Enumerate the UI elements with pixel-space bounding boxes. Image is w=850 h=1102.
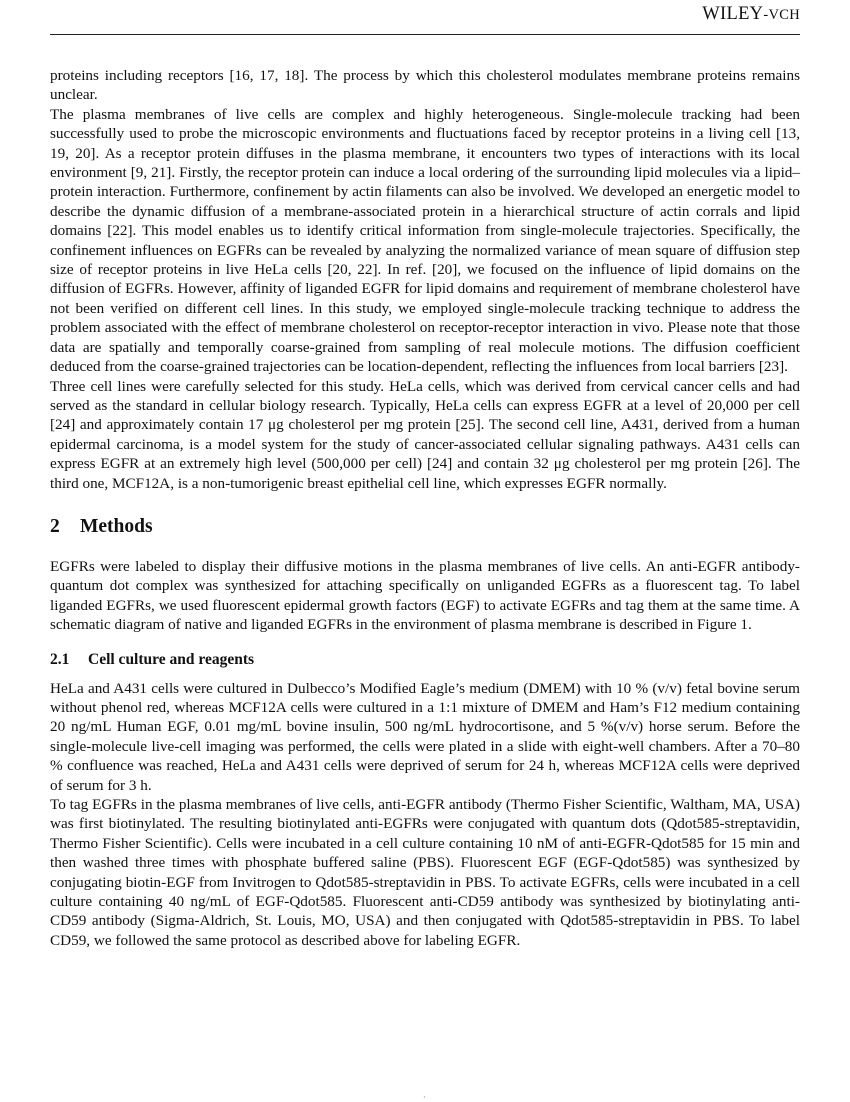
subsection-title: Cell culture and reagents xyxy=(88,650,255,668)
article-body xyxy=(50,66,800,950)
cell-culture-paragraph-2: To tag EGFRs in the plasma membranes of live cells, anti-EGFR antibody (Thermo Fisher Scientific, Waltham, MA, USA) was first biotinylated. The resulting biotinylated anti-EGFRs were conjugated with quantum dots (Qdot585-streptavidin, Thermo Fisher Scientific). Cells were incubated in a cell culture containing 10 nM of anti-EGFR-Qdot585 for 15 min and then washed three times with phosphate buffered saline (PBS). Fluorescent EGF (EGF-Qdot585) was synthesized by conjugating biotin-EGF from Invitrogen to Qdot585-streptavidin in PBS. To activate EGFRs, cells were incubated in a cell culture containing 40 ng/mL of EGF-Qdot585. Fluorescent anti-CD59 antibody was synthesized by biotinylating anti-CD59 antibody (Sigma-Aldrich, St. Louis, MO, USA) and then conjugated with Qdot585-streptavidin in PBS. To label CD59, we followed the same protocol as described above for labeling EGFR. xyxy=(50,796,800,949)
publisher-suffix: -VCH xyxy=(763,7,800,23)
page-header xyxy=(50,0,800,35)
methods-paragraph: EGFRs were labeled to display their diffusive motions in the plasma membranes of live cells. An anti-EGFR antibody-quantum dot complex was synthesized for attaching specifically on unliganded EGFRs as a fluorescent tag. To label liganded EGFRs, we used fluorescent epidermal growth factors (EGF) to activate EGFRs and tag them at the same time. A schematic diagram of native and liganded EGFRs in the environment of plasma membrane is described in Figure 1. xyxy=(50,557,800,634)
page-footer-mark: · xyxy=(423,1093,426,1102)
section-title: Methods xyxy=(80,515,153,537)
publisher-logo xyxy=(702,4,800,25)
section-heading-methods xyxy=(50,515,800,539)
subsection-heading-cell-culture xyxy=(50,650,800,670)
intro-paragraph-1: proteins including receptors [16, 17, 18]. The process by which this cholesterol modulates membrane proteins remains unclear. xyxy=(50,67,800,104)
subsection-number: 2.1 xyxy=(50,650,70,668)
intro-paragraph-3: Three cell lines were carefully selected for this study. HeLa cells, which was derived from cervical cancer cells and had served as the standard in cellular biology research. Typically, HeLa cells can express EGFR at a level of 20,000 per cell [24] and approximately contain 17 μg cholesterol per mg protein [25]. The second cell line, A431, derived from a human epidermal carcinoma, is a model system for the study of cancer-associated cellular signaling pathways. A431 cells can express EGFR at an extremely high level (500,000 per cell) [24] and contain 32 μg cholesterol per mg protein [26]. The third one, MCF12A, is a non-tumorigenic breast epithelial cell line, which expresses EGFR normally. xyxy=(50,377,800,492)
publisher-name: WILEY xyxy=(702,4,764,24)
section-number: 2 xyxy=(50,515,60,537)
intro-paragraph-2: The plasma membranes of live cells are complex and highly heterogeneous. Single-molecule tracking had been successfully used to probe the microscopic environments and fluctuations faced by receptor proteins in a living cell [13, 19, 20]. As a receptor protein diffuses in the plasma membrane, it encounters two types of interactions with its local environment [9, 21]. Firstly, the receptor protein can induce a local ordering of the surrounding lipid molecules via a lipid–protein interaction. Furthermore, confinement by actin filaments can also be involved. We developed an energetic model to describe the dynamic diffusion of a membrane-associated protein in a hierarchical structure of actin corrals and lipid domains [22]. This model enables us to identify critical information from single-molecule trajectories. Specifically, the confinement influences on EGFRs can be revealed by analyzing the normalized variance of mean square of diffusion step size of receptor proteins in live HeLa cells [20, 22]. In ref. [20], we focused on the influence of lipid domains on the diffusion of EGFRs. However, affinity of liganded EGFR for lipid domains and requirement of membrane cholesterol have not been verified on different cell lines. In this study, we employed single-molecule tracking technique to address the problem associated with the effect of membrane cholesterol on receptor-receptor interaction in vivo. Please note that those data are spatially and temporally coarse-grained from sampling of real molecule motions. The diffusion coefficient deduced from the coarse-grained trajectories can be location-dependent, reflecting the influences from local barriers [23]. xyxy=(50,105,800,376)
cell-culture-paragraph-1: HeLa and A431 cells were cultured in Dulbecco’s Modified Eagle’s medium (DMEM) with 10 % (v/v) fetal bovine serum without phenol red, whereas MCF12A cells were cultured in a 1:1 mixture of DMEM and Ham’s F12 medium containing 20 ng/mL Human EGF, 0.01 mg/mL bovine insulin, 500 ng/mL hydrocortisone, and 5 %(v/v) horse serum. Before the single-molecule live-cell imaging was performed, the cells were plated in a slide with eight-well chambers. After a 70–80 % confluence was reached, HeLa and A431 cells were deprived of serum for 24 h, whereas MCF12A cells were deprived of serum for 3 h. xyxy=(50,679,800,794)
